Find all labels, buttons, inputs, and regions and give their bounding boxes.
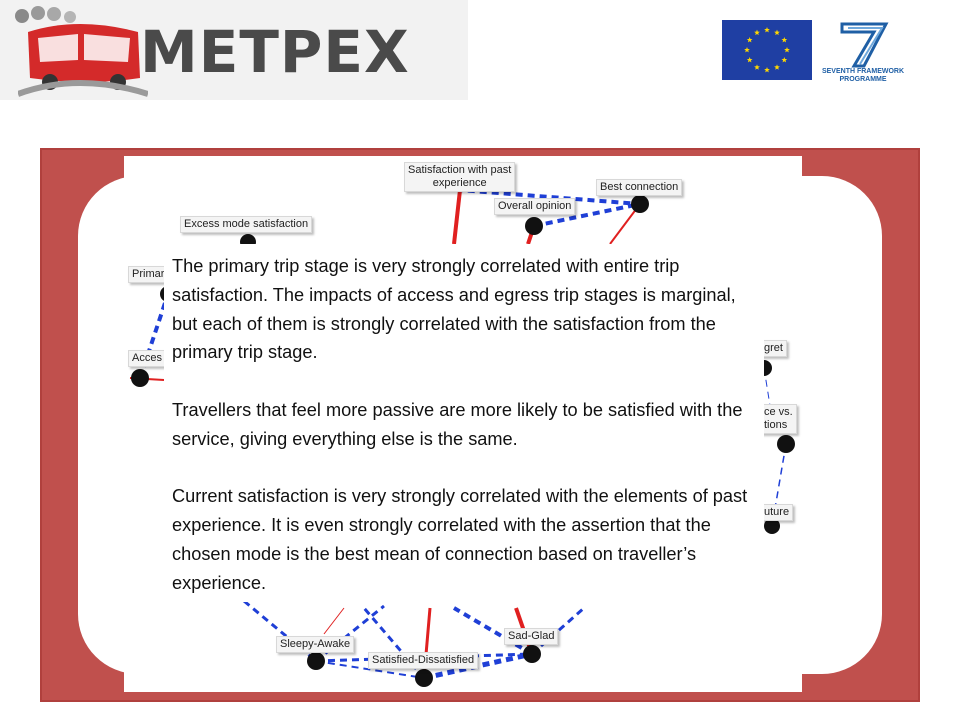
label-line: Satisfaction with past	[408, 164, 512, 176]
eu-star-icon	[747, 57, 753, 62]
fp7-caption-line1: SEVENTH FRAMEWORK	[821, 68, 905, 75]
label-line: experience	[432, 177, 487, 189]
label-satisfied-dissatisfied: Satisfied-Dissatisfied	[368, 652, 478, 669]
fp7-logo-icon	[820, 18, 906, 86]
node-choice	[777, 435, 795, 453]
finding-paragraph-3: Current satisfaction is very strongly correlated with the elements of past experience. It is even strongly correlated with the assertion that the chosen mode is the best mean of connection based on traveller’s experience.	[172, 486, 748, 593]
label-access: Acces	[128, 350, 166, 367]
label-line: ce vs.	[764, 406, 793, 418]
eu-star-icon	[781, 57, 787, 62]
node-overall-opinion	[525, 217, 543, 235]
label-future: uture	[760, 504, 793, 521]
label-sleepy-awake: Sleepy-Awake	[276, 636, 354, 653]
node-access	[131, 369, 149, 387]
label-excess-mode: Excess mode satisfaction	[180, 216, 312, 233]
fp7-caption-line2: PROGRAMME	[839, 76, 887, 83]
findings-textbox	[164, 244, 764, 602]
eu-star-icon	[754, 64, 760, 69]
eu-star-icon	[781, 37, 787, 42]
edge	[454, 190, 460, 244]
bus-icon	[18, 12, 148, 97]
eu-star-icon	[764, 27, 770, 32]
metpex-logo	[0, 0, 468, 100]
eu-star-icon	[764, 67, 770, 72]
eu-star-icon	[774, 64, 780, 69]
label-regret: gret	[760, 340, 787, 357]
fp7-caption	[820, 68, 906, 84]
eu-star-icon	[744, 47, 750, 52]
label-best-connection: Best connection	[596, 179, 682, 196]
eu-flag-icon	[722, 20, 812, 80]
label-satisfaction-past	[404, 162, 515, 192]
node-sleepy-awake	[307, 652, 325, 670]
label-overall-opinion: Overall opinion	[494, 198, 575, 215]
label-primary: Primar	[128, 266, 168, 283]
edge	[324, 608, 344, 634]
logo-wordmark: METPEX	[140, 18, 410, 86]
node-best-connection	[631, 195, 649, 213]
finding-paragraph-1: The primary trip stage is very strongly correlated with entire trip satisfaction. The impacts of access and egress trip stages is marginal, but each of them is strongly correlated with the satisfaction from the primary trip stage.	[172, 256, 736, 363]
node-satisfied-dissatisfied	[415, 669, 433, 687]
label-choice	[760, 404, 797, 434]
eu-star-icon	[784, 47, 790, 52]
slide-header	[0, 0, 960, 110]
label-sad-glad: Sad-Glad	[504, 628, 558, 645]
finding-paragraph-2: Travellers that feel more passive are more likely to be satisfied with the service, giving everything else is the same.	[172, 399, 743, 449]
node-sad-glad	[523, 645, 541, 663]
label-line: tions	[764, 419, 788, 431]
eu-star-icon	[747, 37, 753, 42]
fp7-seven-icon	[820, 18, 906, 68]
eu-star-icon	[754, 30, 760, 35]
eu-star-icon	[774, 30, 780, 35]
eu-stars-icon	[722, 20, 812, 80]
